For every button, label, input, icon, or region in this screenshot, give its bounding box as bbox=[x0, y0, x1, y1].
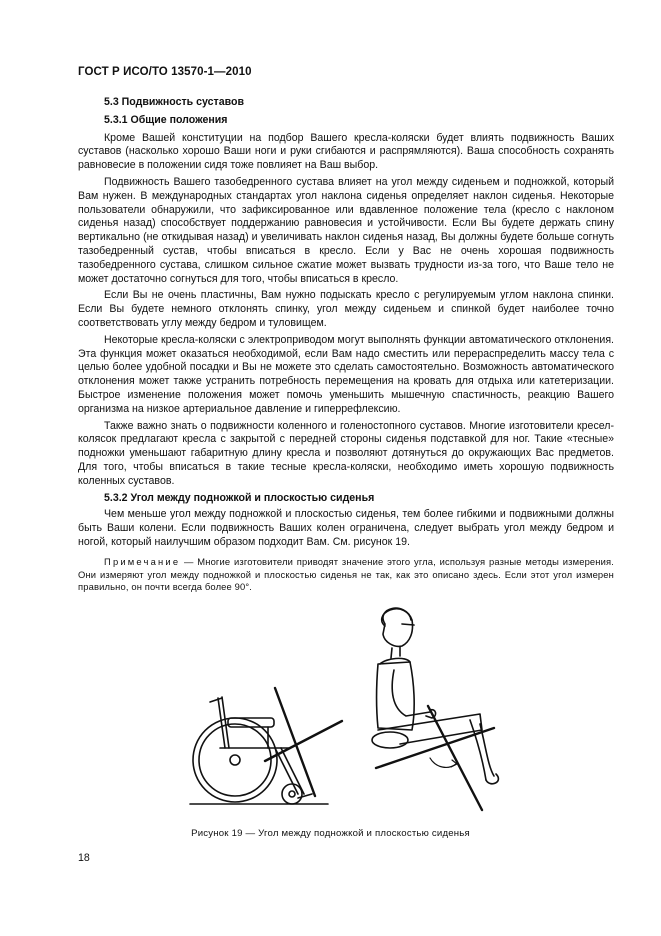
subsection-heading-general: 5.3.1 Общие положения bbox=[104, 113, 228, 126]
wheelchair-angle-lines bbox=[265, 688, 342, 796]
figure-caption: Рисунок 19 — Угол между подножкой и плоскостью сиденья bbox=[191, 828, 470, 839]
paragraph-angle: Чем меньше угол между подножкой и плоскостью сиденья, тем более гибкими и подвижными должны быть Ваши колени. Если подвижность Ваших колен ограничена, следует выбрать угол между бедром и ногой, который наилучшим образом подходит Вам. См. рисунок 19. bbox=[78, 508, 614, 548]
paragraph-4: Некоторые кресла-коляски с электроприводом могут выполнять функции автоматического отклонения. Эта функция может оказаться необходимой, если Вам надо сместить или перераспределить массу тела с целью более удобной посадки и Вы не можете это сделать самостоятельно. Возможность автоматического отклонения может также устранить потребность перемещения на кровать для отдыха или катетеризации. Быстрое изменение положения может помочь уменьшить мышечную спастичность, реакцию Вашего организма на низкое артериальное давление и гиперрефлексию. bbox=[78, 333, 614, 415]
wheelchair-drawing bbox=[193, 697, 312, 804]
page-number: 18 bbox=[78, 852, 90, 864]
note-text: — Многие изготовители приводят значение этого угла, используя разные методы измерения. Они измеряют угол между подножкой и плоскостью сиденья не так, как это описано здесь. Если этот угол измерен правильно, он почти всегда более 90°. bbox=[78, 555, 614, 593]
paragraph-5: Также важно знать о подвижности коленного и голеностопного суставов. Многие изготовители кресел-колясок предлагают кресла с закрытой с передней стороны сиденья подставкой для ног. Такие «тесные» подножки уменьшают габаритную длину кресла и позволяют дотянуться до окружающих Вас предметов. Для того, чтобы вписаться в такие тесные кресла-коляски, необходимо иметь хорошую подвижность коленных суставов. bbox=[78, 419, 614, 487]
paragraph-3: Если Вы не очень пластичны, Вам нужно подыскать кресло с регулируемым углом наклона спинки. Если Вы будете немного отклонять спинку, угол между сиденьем и спинкой будет наиболее точно соответствовать углу между бедром и туловищем. bbox=[78, 289, 614, 329]
note-label: Примечание bbox=[104, 555, 181, 567]
figure-19-illustration bbox=[180, 598, 500, 813]
paragraph-2: Подвижность Вашего тазобедренного сустава влияет на угол между сиденьем и подножкой, который Вам нужен. В международных стандартах угол наклона сиденья определяет наклон сиденья. Некоторые пользователи обнаружили, что зафиксированное или вдавленное положение тела (кресло с наклоном сиденья назад) способствует поддержанию равновесия и устойчивости. Если Вы будете держать спину вертикально (не откидывая назад) и увеличивать наклон сиденья назад, Вы должны будете больше согнуть тазобедренный сустав, чтобы вписаться в кресло. Если у Вас не очень хорошая подвижность тазобедренного сустава, слишком сильное сжатие может вызвать трудности из-за того, что Ваше тело не может достаточно согнуться для того, чтобы вписаться в кресло. bbox=[78, 175, 614, 285]
person-angle-lines bbox=[376, 706, 494, 810]
main-text bbox=[78, 96, 614, 594]
person-drawing bbox=[372, 608, 498, 784]
caster-wheel bbox=[282, 784, 302, 804]
section-heading: 5.3 Подвижность суставов bbox=[104, 96, 244, 108]
subsection-heading-angle: 5.3.2 Угол между подножкой и плоскостью сиденья bbox=[104, 491, 375, 504]
document-header: ГОСТ Р ИСО/ТО 13570-1—2010 bbox=[78, 66, 252, 78]
note bbox=[78, 556, 614, 594]
paragraph-1: Кроме Вашей конституции на подбор Вашего кресла-коляски будет влиять подвижность Ваших суставов (насколько хорошо Ваши ноги и руки сгибаются и распрямляются). Ваша способность сохранять равновесие в положении сидя тоже повлияет на Ваш выбор. bbox=[78, 131, 614, 172]
